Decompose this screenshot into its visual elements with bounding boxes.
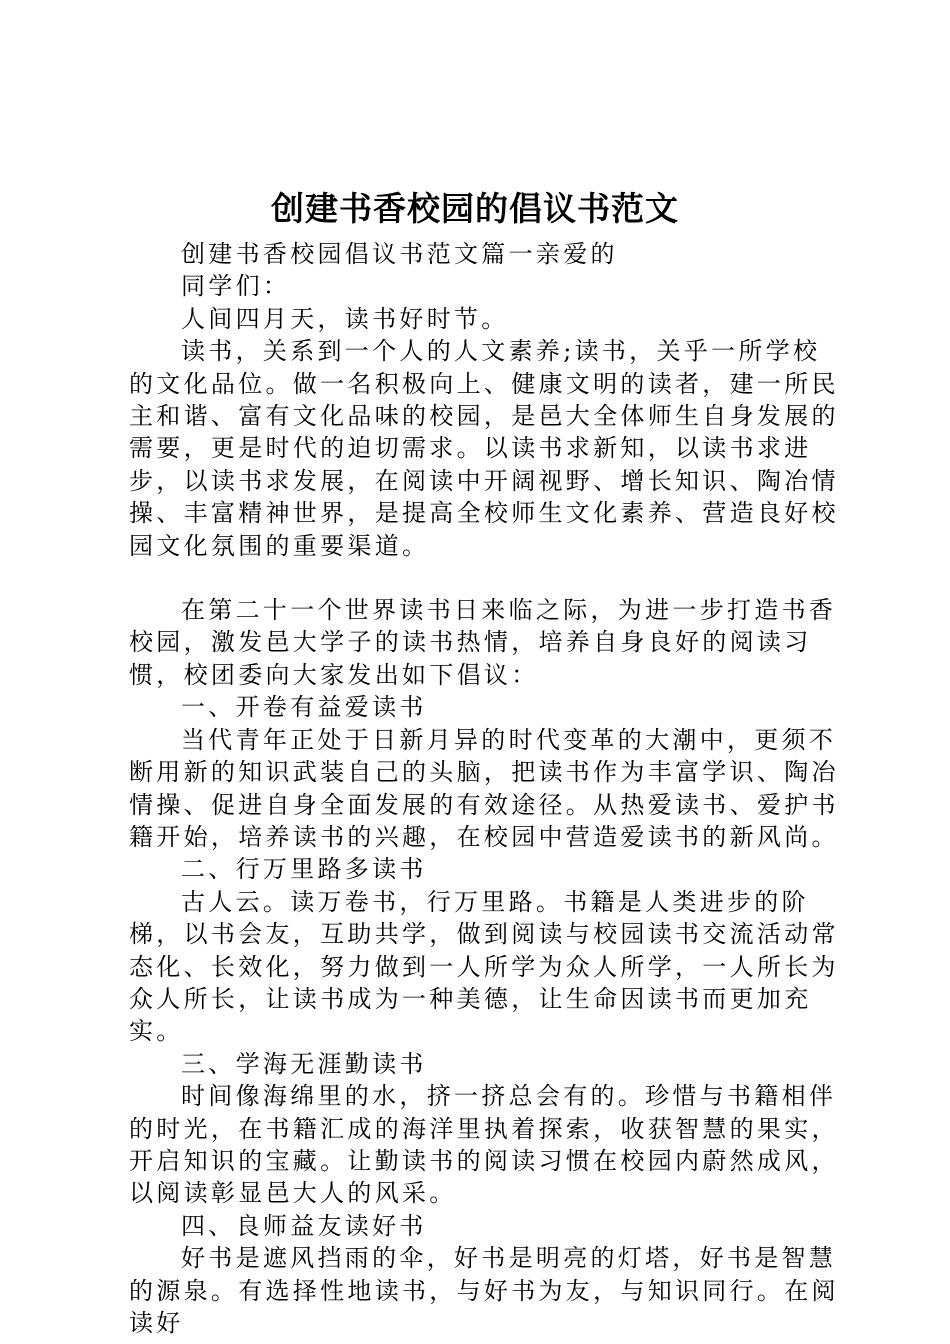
section-heading-2: 二、行万里路多读书 — [181, 855, 427, 884]
document-body — [129, 238, 841, 1339]
paragraph-opening: 人间四月天，读书好时节。 — [181, 304, 509, 333]
section-heading-4: 四、良师益友读好书 — [181, 1211, 427, 1240]
paragraph-spacer — [129, 562, 841, 594]
section-body-2: 古人云。读万卷书，行万里路。书籍是人类进步的阶梯，以书会友，互助共学，做到阅读与校园读书交流活动常态化、长效化，努力做到一人所学为众人所学，一人所长为众人所长，让读书成为一种美德，让生命因读书而更加充实。 — [129, 887, 839, 1046]
paragraph-reading-importance: 读书，关系到一个人的人文素养;读书，关乎一所学校的文化品位。做一名积极向上、健康文明的读者，建一所民主和谐、富有文化品味的校园，是邑大全体师生自身发展的需要，更是时代的迫切需求。以读书求新知，以读书求进步，以读书求发展，在阅读中开阔视野、增长知识、陶冶情操、丰富精神世界，是提高全校师生文化素养、营造良好校园文化氛围的重要渠道。 — [129, 337, 839, 560]
section-heading-1: 一、开卷有益爱读书 — [181, 693, 427, 722]
paragraph-proposal-intro: 在第二十一个世界读书日来临之际，为进一步打造书香校园，激发邑大学子的读书热情，培养自身良好的阅读习惯，校团委向大家发出如下倡议： — [129, 596, 837, 689]
section-body-3: 时间像海绵里的水，挤一挤总会有的。珍惜与书籍相伴的时光，在书籍汇成的海洋里执着探索，收获智慧的果实，开启知识的宝藏。让勤读书的阅读习惯在校园内蔚然成风，以阅读彰显邑大人的风采。 — [129, 1082, 839, 1208]
paragraph-salutation: 同学们： — [181, 272, 291, 301]
section-body-1: 当代青年正处于日新月异的时代变革的大潮中，更须不断用新的知识武装自己的头脑，把读书作为丰富学识、陶冶情操、促进自身全面发展的有效途径。从热爱读书、爱护书籍开始，培养读书的兴趣，在校园中营造爱读书的新风尚。 — [129, 725, 839, 851]
section-body-4: 好书是遮风挡雨的伞，好书是明亮的灯塔，好书是智慧的源泉。有选择性地读书，与好书为友，与知识同行。在阅读好 — [129, 1244, 839, 1337]
document-title: 创建书香校园的倡议书范文 — [271, 189, 679, 228]
section-heading-3: 三、学海无涯勤读书 — [181, 1049, 427, 1078]
paragraph-intro: 创建书香校园倡议书范文篇一亲爱的 — [181, 240, 618, 268]
